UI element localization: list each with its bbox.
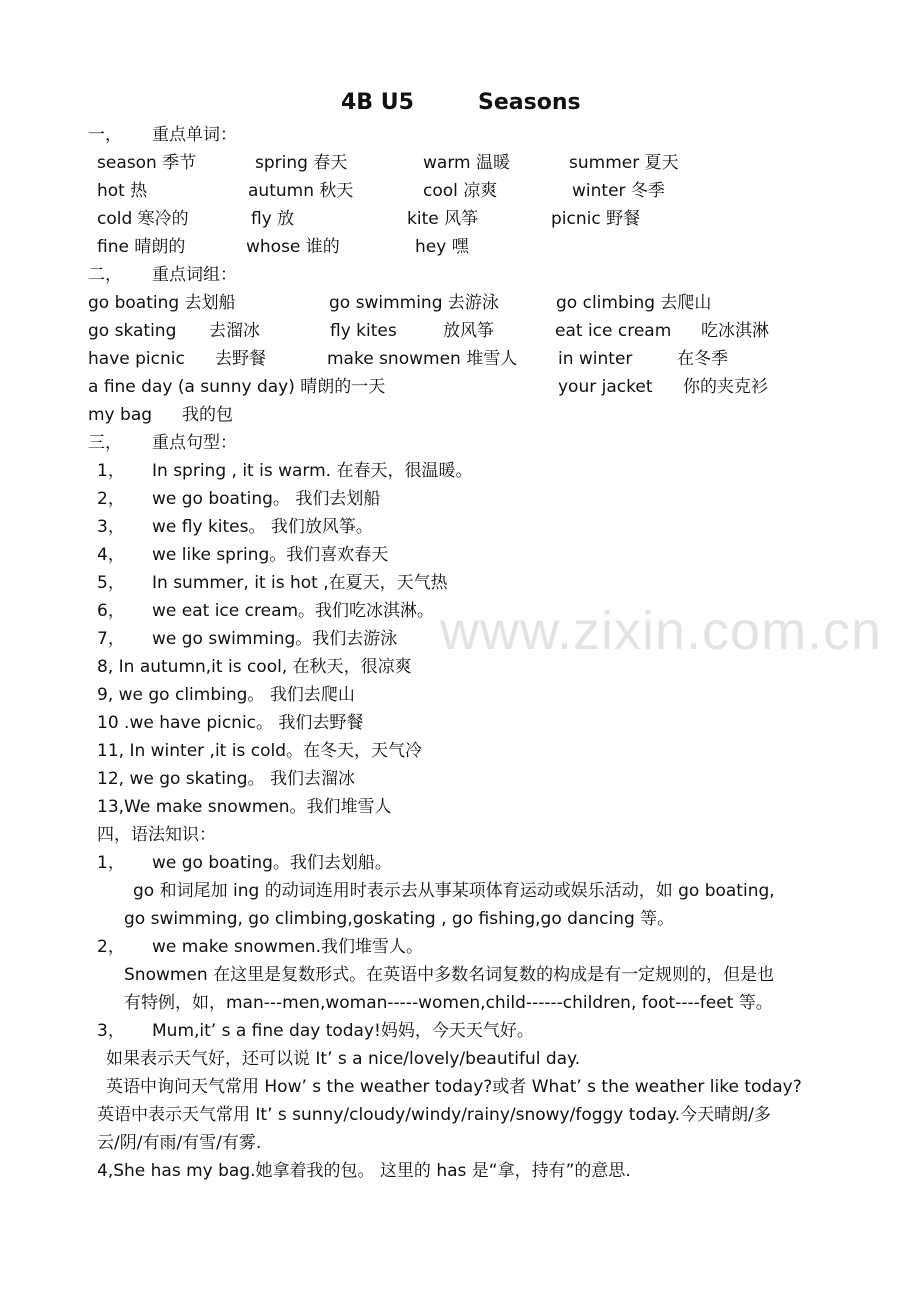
phrase-translation: 放风筝: [443, 321, 494, 341]
vocab-word: autumn 秋天: [248, 181, 354, 201]
grammar-explanation: 有特例，如，man---men,woman-----women,child------children, foot----feet 等。: [124, 993, 773, 1013]
sentence: 13,We make snowmen。我们堆雪人: [97, 797, 392, 817]
phrase-translation: 吃冰淇淋: [701, 321, 769, 341]
sentence: 11, In winter ,it is cold。在冬天，天气冷: [97, 741, 422, 761]
section-heading-number: 二，: [88, 265, 122, 285]
grammar-point-number: 2，: [97, 937, 125, 957]
phrase: make snowmen 堆雪人: [327, 349, 518, 369]
grammar-point: 4,She has my bag.她拿着我的包。 这里的 has 是“拿，持有”的意思.: [97, 1161, 631, 1181]
phrase-translation: 在冬季: [677, 349, 728, 369]
sentence: In summer, it is hot ,在夏天，天气热: [152, 573, 448, 593]
phrase: go climbing 去爬山: [556, 293, 712, 313]
sentence-number: 5，: [97, 573, 125, 593]
sentence-number: 2，: [97, 489, 125, 509]
grammar-point-title: Mum,it’ s a fine day today!妈妈，今天天气好。: [152, 1021, 534, 1041]
vocab-word: hot 热: [97, 181, 148, 201]
page-title: Seasons: [478, 90, 581, 115]
watermark-text: www.zixin.com.cn: [440, 601, 883, 661]
phrase: a fine day (a sunny day) 晴朗的一天: [88, 377, 386, 397]
vocab-word: whose 谁的: [246, 237, 340, 257]
grammar-explanation: 云/阴/有雨/有雪/有雾.: [97, 1133, 262, 1153]
sentence: In spring , it is warm. 在春天，很温暖。: [152, 461, 473, 481]
vocab-word: spring 春天: [255, 153, 348, 173]
phrase-translation: 去溜冰: [209, 321, 260, 341]
section-heading: 重点句型：: [152, 433, 237, 453]
sentence-number: 3，: [97, 517, 125, 537]
sentence-number: 7，: [97, 629, 125, 649]
sentence-number: 4，: [97, 545, 125, 565]
vocab-word: fine 晴朗的: [97, 237, 186, 257]
grammar-explanation: 如果表示天气好，还可以说 It’ s a nice/lovely/beautiful day.: [106, 1049, 581, 1069]
grammar-point-number: 3，: [97, 1021, 125, 1041]
section-heading: 重点单词：: [152, 125, 237, 145]
sentence: 9, we go climbing。 我们去爬山: [97, 685, 355, 705]
vocab-word: warm 温暖: [423, 153, 510, 173]
section-heading-number: 三，: [88, 433, 122, 453]
sentence: 12, we go skating。 我们去溜冰: [97, 769, 355, 789]
phrase: your jacket: [558, 377, 653, 397]
phrase: eat ice cream: [555, 321, 672, 341]
phrase-translation: 去野餐: [215, 349, 266, 369]
section-heading-number: 一，: [88, 125, 122, 145]
phrase: my bag: [88, 405, 153, 425]
phrase: go skating: [88, 321, 177, 341]
phrase-translation: 我的包: [182, 405, 233, 425]
vocab-word: season 季节: [97, 153, 197, 173]
vocab-word: hey 嘿: [415, 237, 469, 257]
grammar-explanation: 英语中表示天气常用 It’ s sunny/cloudy/windy/rainy/snowy/foggy today.今天晴朗/多: [97, 1105, 771, 1125]
grammar-explanation: 英语中询问天气常用 How’ s the weather today?或者 What’ s the weather like today?: [106, 1077, 802, 1097]
sentence-number: 6，: [97, 601, 125, 621]
sentence: 8, In autumn,it is cool, 在秋天，很凉爽: [97, 657, 412, 677]
vocab-word: cool 凉爽: [423, 181, 498, 201]
section-heading: 重点词组：: [152, 265, 237, 285]
vocab-word: winter 冬季: [572, 181, 665, 201]
grammar-explanation: Snowmen 在这里是复数形式。在英语中多数名词复数的构成是有一定规则的，但是也: [124, 965, 775, 985]
phrase: in winter: [558, 349, 633, 369]
vocab-word: summer 夏天: [569, 153, 679, 173]
grammar-point-number: 1，: [97, 853, 125, 873]
phrase: have picnic: [88, 349, 185, 369]
sentence: we like spring。我们喜欢春天: [152, 545, 389, 565]
vocab-word: fly 放: [251, 209, 295, 229]
grammar-explanation: go 和词尾加 ing 的动词连用时表示去从事某项体育运动或娱乐活动，如 go boating,: [133, 881, 775, 901]
sentence: we fly kites。 我们放风筝。: [152, 517, 373, 537]
title-unit-code: 4B U5: [341, 90, 414, 115]
sentence: we go boating。 我们去划船: [152, 489, 381, 509]
sentence: we go swimming。我们去游泳: [152, 629, 398, 649]
grammar-explanation: go swimming, go climbing,goskating , go fishing,go dancing 等。: [124, 909, 675, 929]
phrase: go boating 去划船: [88, 293, 236, 313]
sentence: 10 .we have picnic。 我们去野餐: [97, 713, 364, 733]
phrase: fly kites: [330, 321, 397, 341]
sentence: we eat ice cream。我们吃冰淇淋。: [152, 601, 435, 621]
sentence-number: 1，: [97, 461, 125, 481]
vocab-word: kite 风筝: [407, 209, 479, 229]
grammar-point-title: we make snowmen.我们堆雪人。: [152, 937, 423, 957]
vocab-word: picnic 野餐: [551, 209, 641, 229]
grammar-point-title: we go boating。我们去划船。: [152, 853, 392, 873]
vocab-word: cold 寒冷的: [97, 209, 189, 229]
phrase-translation: 你的夹克衫: [683, 377, 768, 397]
section-heading: 四，语法知识：: [97, 825, 216, 845]
phrase: go swimming 去游泳: [329, 293, 499, 313]
